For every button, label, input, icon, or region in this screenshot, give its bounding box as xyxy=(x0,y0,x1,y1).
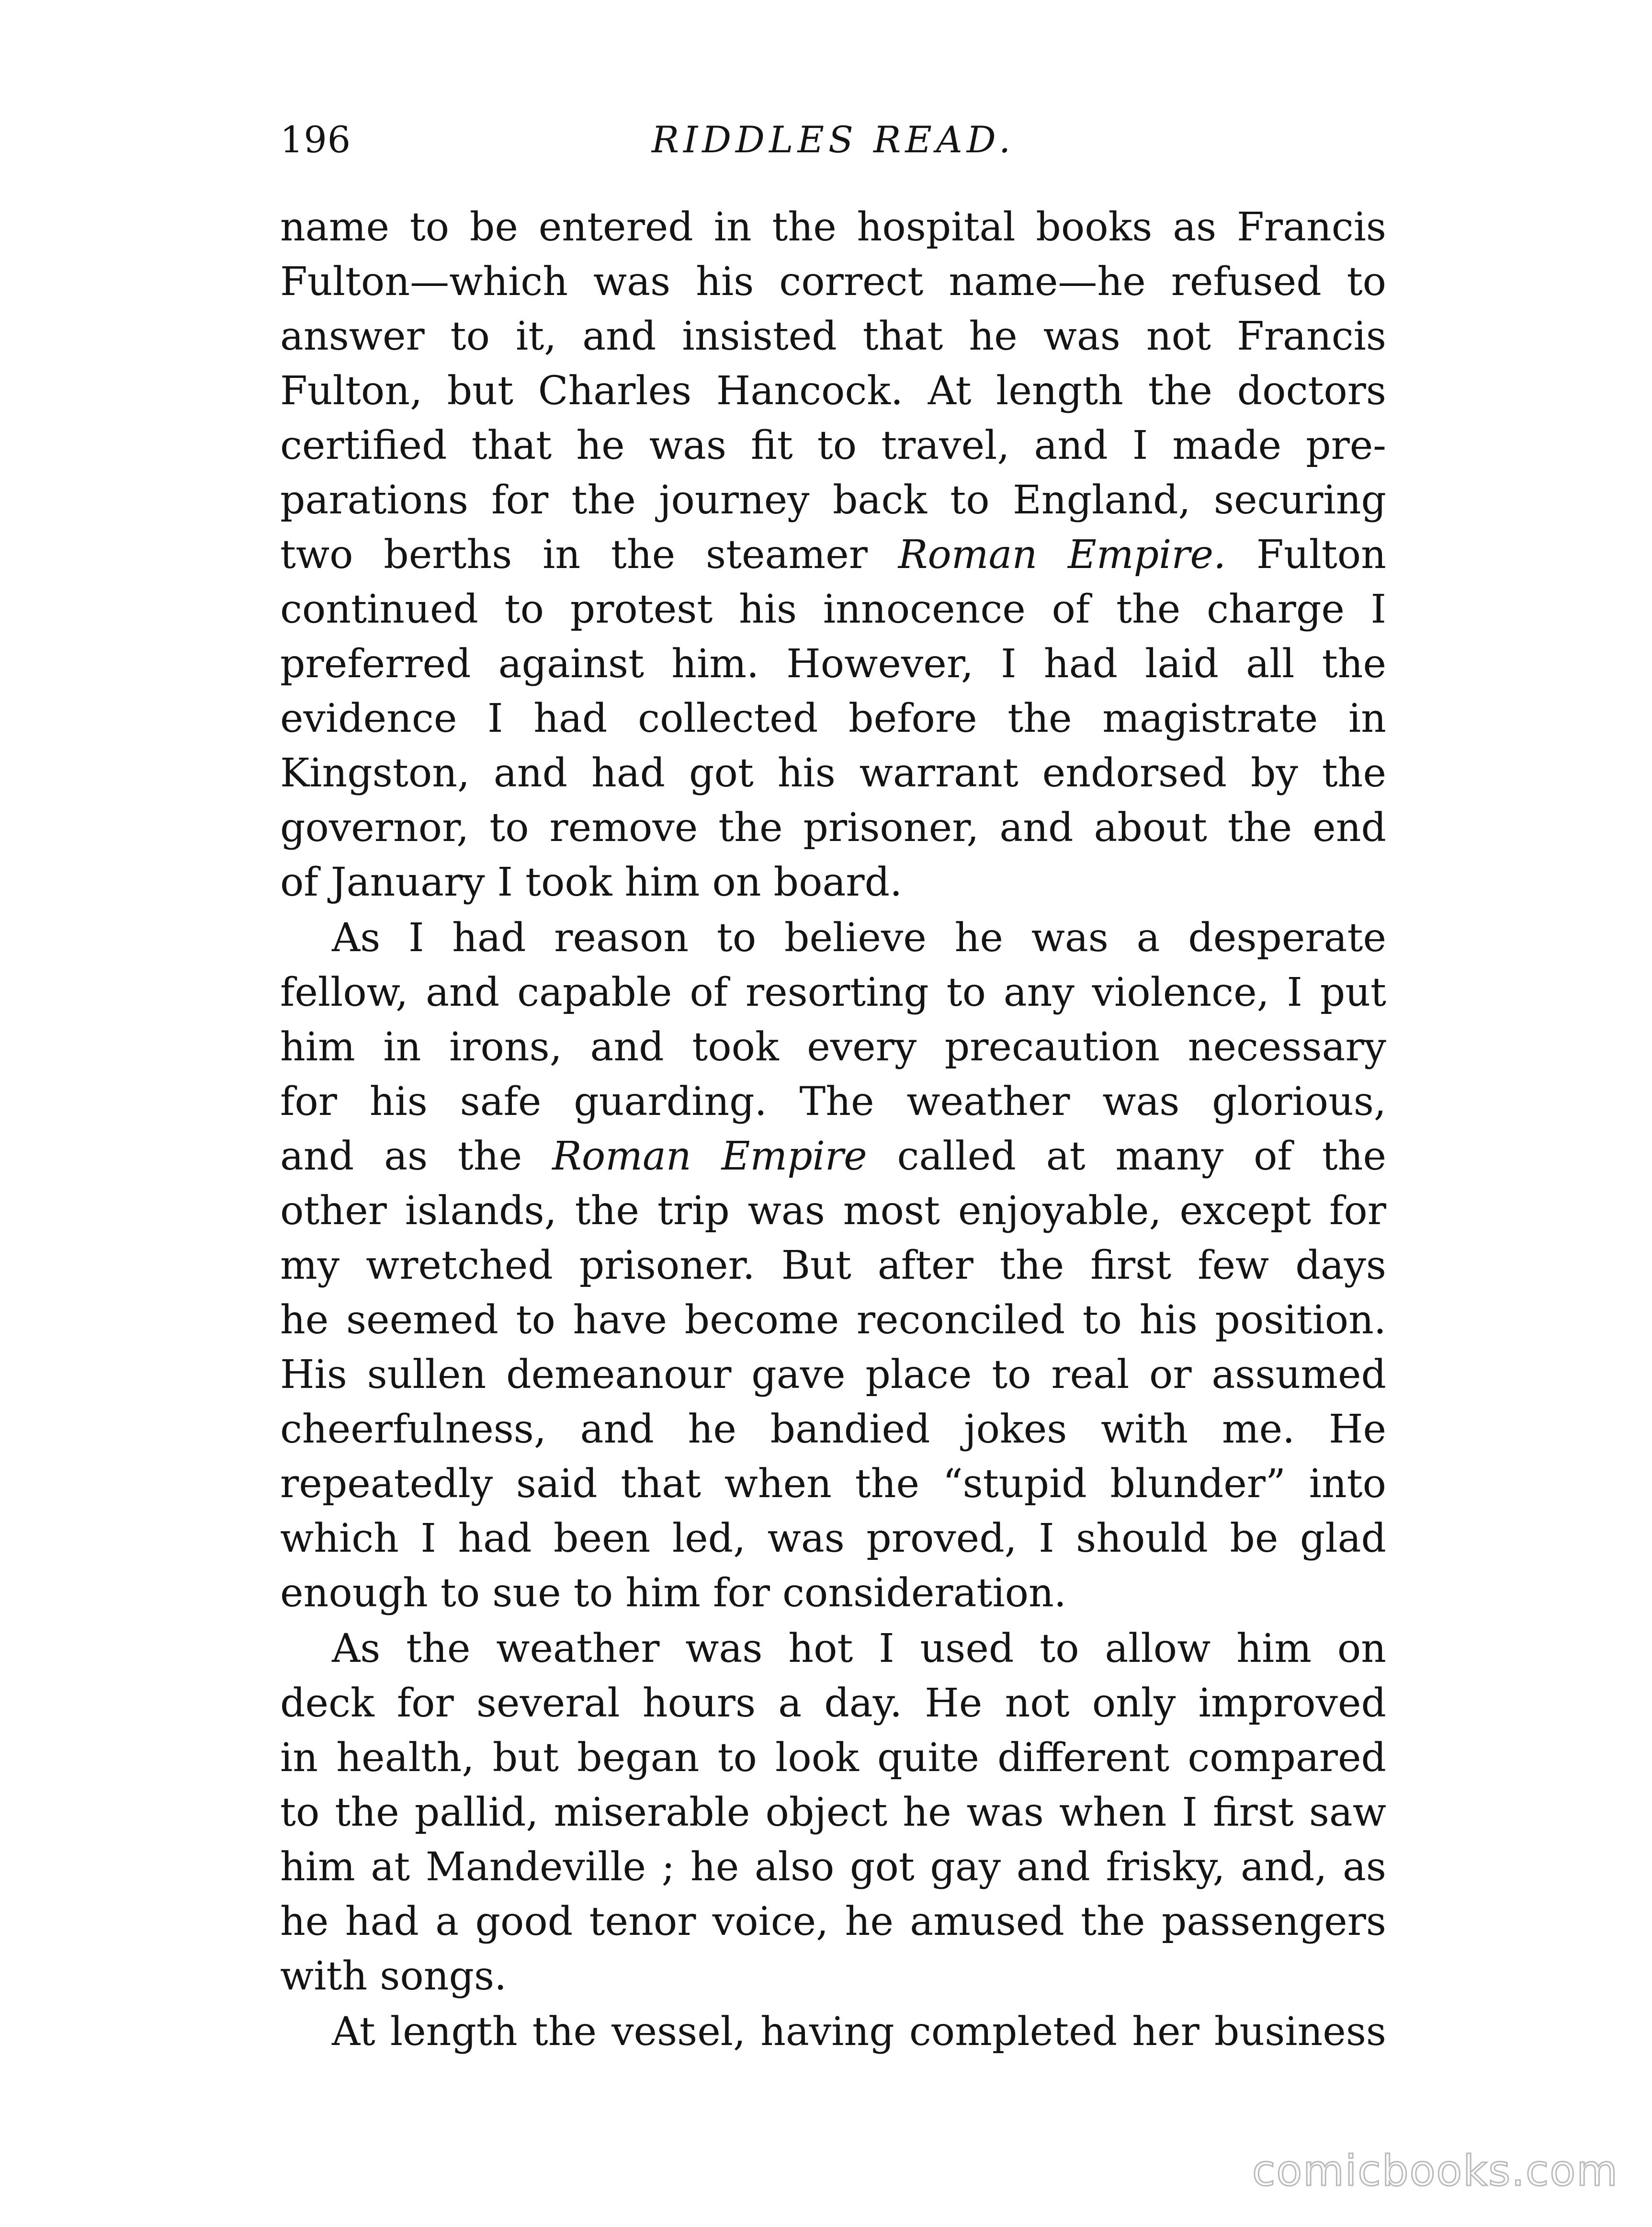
text-line: Fulton, but Charles Hancock. At length the doctors xyxy=(280,368,1386,414)
ship-name: Roman Empire xyxy=(552,1134,867,1179)
text-line: he seemed to have become reconciled to his position. xyxy=(280,1297,1386,1343)
ship-name: Roman Empire. xyxy=(898,532,1226,578)
text-line: which I had been led, was proved, I should be glad xyxy=(280,1516,1386,1561)
page-number: 196 xyxy=(280,118,351,161)
text-line: At length the vessel, having completed her business xyxy=(332,2009,1386,2055)
text-line: name to be entered in the hospital books as Francis xyxy=(280,205,1386,250)
text-line: my wretched prisoner. But after the first few days xyxy=(280,1243,1386,1288)
text-line: governor, to remove the prisoner, and about the end xyxy=(280,805,1386,851)
text-line: of January I took him on board. xyxy=(280,860,903,905)
text-line: him in irons, and took every precaution necessary xyxy=(280,1024,1386,1070)
text-run: two berths in the steamer xyxy=(280,532,898,578)
text-line: preferred against him. However, I had laid all the xyxy=(280,641,1386,687)
text-line xyxy=(280,1129,1386,1184)
text-line: Kingston, and had got his warrant endorsed by the xyxy=(280,750,1386,796)
text-line: cheerfulness, and he bandied jokes with me. He xyxy=(280,1407,1386,1452)
running-head xyxy=(280,111,1386,169)
text-line: As the weather was hot I used to allow him on xyxy=(332,1626,1386,1671)
text-run: Fulton xyxy=(1226,532,1386,578)
text-line xyxy=(280,528,1386,582)
text-line: for his safe guarding. The weather was glorious, xyxy=(280,1079,1386,1125)
watermark: comicbooks.com xyxy=(1252,2146,1618,2195)
text-line: Fulton—which was his correct name—he refused to xyxy=(280,259,1386,305)
text-line: repeatedly said that when the “stupid blunder” into xyxy=(280,1461,1386,1507)
text-line: with songs. xyxy=(280,1954,507,1999)
text-line: certified that he was fit to travel, and I made pre- xyxy=(280,423,1386,468)
text-line: continued to protest his innocence of the charge I xyxy=(280,587,1386,632)
text-run: and as the xyxy=(280,1134,553,1179)
text-line: other islands, the trip was most enjoyable, except for xyxy=(280,1188,1386,1234)
text-line: to the pallid, miserable object he was when I first saw xyxy=(280,1790,1386,1835)
text-line: His sullen demeanour gave place to real or assumed xyxy=(280,1352,1386,1398)
text-line: evidence I had collected before the magistrate in xyxy=(280,696,1386,741)
running-title: RIDDLES READ. xyxy=(651,118,1015,161)
text-line: he had a good tenor voice, he amused the passengers xyxy=(280,1899,1386,1944)
text-line: parations for the journey back to England, securing xyxy=(280,477,1386,523)
text-line: in health, but began to look quite different compared xyxy=(280,1735,1386,1781)
text-line: deck for several hours a day. He not only improved xyxy=(280,1681,1386,1726)
text-run: called at many of the xyxy=(867,1134,1386,1179)
text-line: fellow, and capable of resorting to any violence, I put xyxy=(280,970,1386,1015)
text-line: him at Mandeville ; he also got gay and frisky, and, as xyxy=(280,1844,1386,1890)
text-line: answer to it, and insisted that he was not Francis xyxy=(280,314,1386,359)
text-line: As I had reason to believe he was a desperate xyxy=(332,915,1386,961)
text-line: enough to sue to him for consideration. xyxy=(280,1570,1066,1616)
body-text xyxy=(280,200,1386,2059)
